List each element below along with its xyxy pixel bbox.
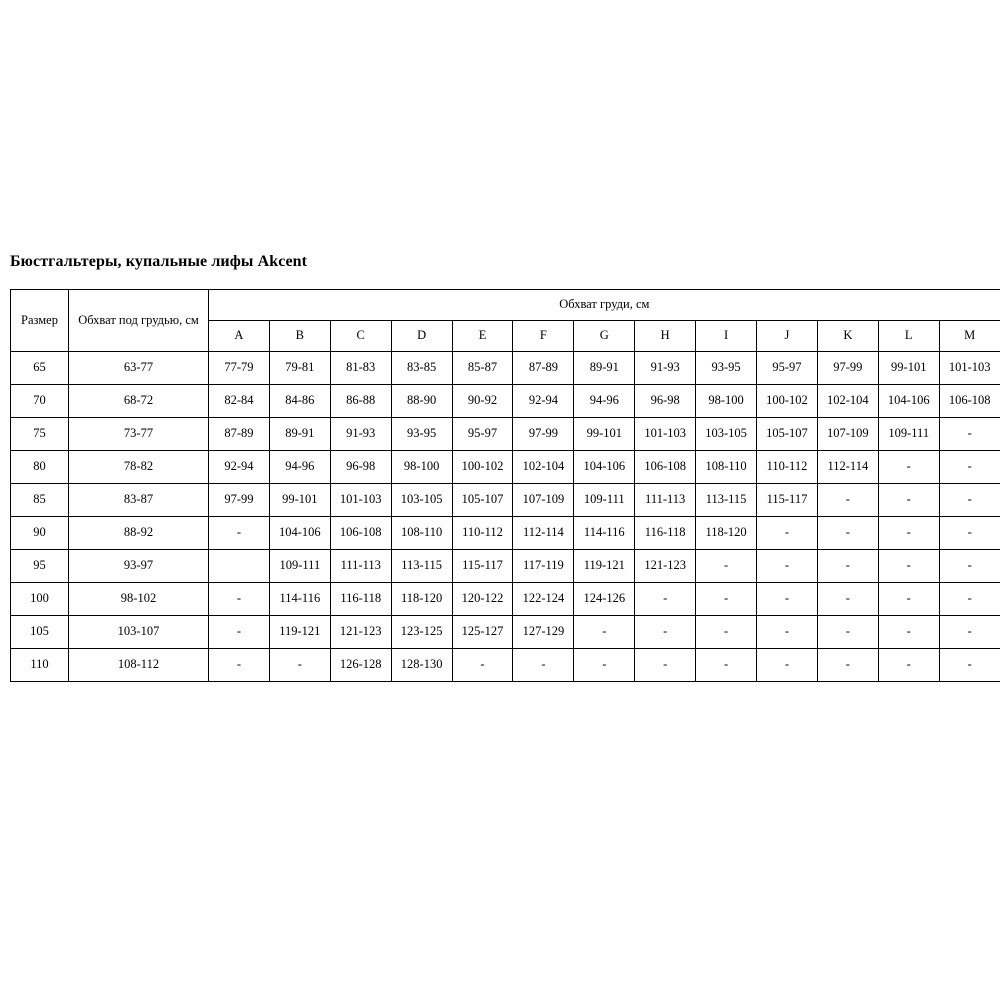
cell-bust-value: 83-85 — [391, 352, 452, 385]
cell-bust-value: 116-118 — [330, 583, 391, 616]
cell-bust-value: 104-106 — [878, 385, 939, 418]
cell-bust-value: 79-81 — [269, 352, 330, 385]
cell-size: 70 — [11, 385, 69, 418]
cell-bust-value: 89-91 — [574, 352, 635, 385]
cell-bust-value: - — [817, 550, 878, 583]
cell-bust-value: 114-116 — [574, 517, 635, 550]
column-header-cup: G — [574, 321, 635, 352]
cell-size: 95 — [11, 550, 69, 583]
cell-bust-value: - — [574, 616, 635, 649]
cell-bust-value: - — [757, 583, 818, 616]
cell-bust-value: 117-119 — [513, 550, 574, 583]
cell-bust-value: 106-108 — [635, 451, 696, 484]
cell-underbust: 73-77 — [69, 418, 209, 451]
cell-bust-value: - — [878, 451, 939, 484]
column-header-size: Размер — [11, 290, 69, 352]
cell-bust-value: 122-124 — [513, 583, 574, 616]
cell-bust-value: - — [817, 517, 878, 550]
table-row — [11, 451, 1000, 484]
cell-bust-value: - — [939, 649, 1000, 682]
cell-bust-value: - — [817, 484, 878, 517]
cell-bust-value: - — [635, 649, 696, 682]
cell-size: 110 — [11, 649, 69, 682]
cell-bust-value: 106-108 — [939, 385, 1000, 418]
cell-bust-value: 113-115 — [391, 550, 452, 583]
cell-bust-value: 96-98 — [330, 451, 391, 484]
cell-bust-value: 121-123 — [635, 550, 696, 583]
table-row — [11, 418, 1000, 451]
cell-bust-value: 118-120 — [696, 517, 757, 550]
table-row — [11, 550, 1000, 583]
cell-bust-value: - — [817, 583, 878, 616]
cell-bust-value: - — [696, 649, 757, 682]
cell-bust-value: 103-105 — [391, 484, 452, 517]
cell-bust-value: 109-111 — [269, 550, 330, 583]
cell-bust-value: - — [269, 649, 330, 682]
cell-bust-value: 107-109 — [817, 418, 878, 451]
cell-bust-value: 95-97 — [452, 418, 513, 451]
cell-bust-value: 87-89 — [513, 352, 574, 385]
cell-bust-value: 94-96 — [269, 451, 330, 484]
cell-bust-value: - — [817, 649, 878, 682]
cell-bust-value: 98-100 — [391, 451, 452, 484]
cell-bust-value: 87-89 — [209, 418, 270, 451]
cell-bust-value: 104-106 — [269, 517, 330, 550]
cell-bust-value: - — [939, 517, 1000, 550]
cell-bust-value: - — [878, 484, 939, 517]
page-title: Бюстгальтеры, купальные лифы Akcent — [10, 253, 308, 270]
cell-bust-value: - — [939, 484, 1000, 517]
cell-bust-value: - — [939, 550, 1000, 583]
cell-bust-value: 108-110 — [391, 517, 452, 550]
cell-bust-value: 115-117 — [452, 550, 513, 583]
cell-bust-value: 86-88 — [330, 385, 391, 418]
cell-bust-value: - — [635, 616, 696, 649]
cell-bust-value: 88-90 — [391, 385, 452, 418]
cell-bust-value: 100-102 — [757, 385, 818, 418]
cell-bust-value: 102-104 — [513, 451, 574, 484]
cell-bust-value: 112-114 — [817, 451, 878, 484]
table-row — [11, 517, 1000, 550]
cell-bust-value: - — [635, 583, 696, 616]
cell-bust-value: 77-79 — [209, 352, 270, 385]
cell-bust-value: 91-93 — [330, 418, 391, 451]
cell-bust-value: 103-105 — [696, 418, 757, 451]
table-row — [11, 583, 1000, 616]
cell-size: 65 — [11, 352, 69, 385]
column-header-cup: E — [452, 321, 513, 352]
cell-bust-value: 101-103 — [939, 352, 1000, 385]
column-header-cup: B — [269, 321, 330, 352]
cell-bust-value: 113-115 — [696, 484, 757, 517]
cell-bust-value: 99-101 — [878, 352, 939, 385]
cell-bust-value: 97-99 — [817, 352, 878, 385]
column-header-cup: A — [209, 321, 270, 352]
size-table-body — [11, 290, 1000, 682]
cell-bust-value: - — [878, 517, 939, 550]
cell-underbust: 88-92 — [69, 517, 209, 550]
column-header-cup: L — [878, 321, 939, 352]
cell-bust-value: 110-112 — [452, 517, 513, 550]
column-header-cup: J — [757, 321, 818, 352]
cell-bust-value: 120-122 — [452, 583, 513, 616]
cell-bust-value: 101-103 — [635, 418, 696, 451]
cell-bust-value: - — [878, 583, 939, 616]
cell-bust-value: 94-96 — [574, 385, 635, 418]
size-table — [10, 289, 1000, 682]
cell-bust-value: 119-121 — [574, 550, 635, 583]
cell-bust-value: - — [513, 649, 574, 682]
cell-bust-value: 109-111 — [574, 484, 635, 517]
cell-bust-value: - — [696, 550, 757, 583]
cell-bust-value: - — [939, 616, 1000, 649]
cell-bust-value: 92-94 — [513, 385, 574, 418]
cell-bust-value: - — [696, 616, 757, 649]
cell-size: 85 — [11, 484, 69, 517]
cell-bust-value: 112-114 — [513, 517, 574, 550]
cell-bust-value: 123-125 — [391, 616, 452, 649]
cell-bust-value: 98-100 — [696, 385, 757, 418]
cell-bust-value: - — [939, 418, 1000, 451]
size-table-container — [10, 289, 990, 682]
cell-bust-value: 115-117 — [757, 484, 818, 517]
cell-bust-value: 100-102 — [452, 451, 513, 484]
cell-bust-value: 128-130 — [391, 649, 452, 682]
cell-bust-value: 81-83 — [330, 352, 391, 385]
cell-bust-value: - — [817, 616, 878, 649]
cell-bust-value: 93-95 — [696, 352, 757, 385]
cell-bust-value: 90-92 — [452, 385, 513, 418]
cell-bust-value: - — [209, 517, 270, 550]
cell-bust-value: 119-121 — [269, 616, 330, 649]
cell-bust-value: 96-98 — [635, 385, 696, 418]
cell-bust-value: 97-99 — [209, 484, 270, 517]
cell-bust-value: 105-107 — [757, 418, 818, 451]
cell-bust-value: 110-112 — [757, 451, 818, 484]
cell-bust-value: - — [757, 616, 818, 649]
table-header-row-primary — [11, 290, 1000, 321]
cell-underbust: 83-87 — [69, 484, 209, 517]
cell-bust-value: 107-109 — [513, 484, 574, 517]
column-header-bust-group: Обхват груди, см — [209, 290, 1000, 321]
cell-bust-value: - — [878, 649, 939, 682]
column-header-cup: D — [391, 321, 452, 352]
cell-underbust: 63-77 — [69, 352, 209, 385]
cell-bust-value: 95-97 — [757, 352, 818, 385]
cell-bust-value: 99-101 — [574, 418, 635, 451]
cell-bust-value: 85-87 — [452, 352, 513, 385]
table-row — [11, 385, 1000, 418]
cell-bust-value: 124-126 — [574, 583, 635, 616]
table-row — [11, 484, 1000, 517]
cell-bust-value: - — [878, 616, 939, 649]
cell-bust-value: 125-127 — [452, 616, 513, 649]
cell-bust-value: - — [696, 583, 757, 616]
cell-bust-value: 91-93 — [635, 352, 696, 385]
cell-bust-value: 108-110 — [696, 451, 757, 484]
cell-bust-value: - — [878, 550, 939, 583]
cell-bust-value: - — [209, 583, 270, 616]
cell-size: 75 — [11, 418, 69, 451]
table-row — [11, 649, 1000, 682]
cell-bust-value: - — [209, 616, 270, 649]
cell-bust-value: - — [452, 649, 513, 682]
cell-bust-value: 127-129 — [513, 616, 574, 649]
cell-underbust: 103-107 — [69, 616, 209, 649]
cell-size: 100 — [11, 583, 69, 616]
column-header-underbust: Обхват под грудью, см — [69, 290, 209, 352]
column-header-cup: F — [513, 321, 574, 352]
cell-bust-value: 97-99 — [513, 418, 574, 451]
cell-underbust: 108-112 — [69, 649, 209, 682]
cell-bust-value: 121-123 — [330, 616, 391, 649]
cell-underbust: 68-72 — [69, 385, 209, 418]
column-header-cup: M — [939, 321, 1000, 352]
cell-size: 105 — [11, 616, 69, 649]
cell-bust-value: 109-111 — [878, 418, 939, 451]
cell-bust-value: 92-94 — [209, 451, 270, 484]
cell-bust-value: 118-120 — [391, 583, 452, 616]
cell-bust-value: 93-95 — [391, 418, 452, 451]
cell-bust-value: 89-91 — [269, 418, 330, 451]
cell-bust-value: - — [939, 451, 1000, 484]
cell-bust-value: 102-104 — [817, 385, 878, 418]
cell-bust-value: 111-113 — [330, 550, 391, 583]
cell-underbust: 78-82 — [69, 451, 209, 484]
cell-bust-value: 106-108 — [330, 517, 391, 550]
cell-bust-value — [209, 550, 270, 583]
cell-bust-value: 114-116 — [269, 583, 330, 616]
table-row — [11, 616, 1000, 649]
cell-bust-value: 82-84 — [209, 385, 270, 418]
cell-bust-value: 111-113 — [635, 484, 696, 517]
cell-underbust: 93-97 — [69, 550, 209, 583]
column-header-cup: K — [817, 321, 878, 352]
cell-bust-value: 105-107 — [452, 484, 513, 517]
cell-size: 80 — [11, 451, 69, 484]
cell-bust-value: 104-106 — [574, 451, 635, 484]
table-row — [11, 352, 1000, 385]
cell-bust-value: - — [757, 517, 818, 550]
column-header-cup: H — [635, 321, 696, 352]
cell-bust-value: - — [757, 649, 818, 682]
cell-size: 90 — [11, 517, 69, 550]
column-header-cup: I — [696, 321, 757, 352]
cell-bust-value: - — [209, 649, 270, 682]
cell-bust-value: - — [757, 550, 818, 583]
cell-underbust: 98-102 — [69, 583, 209, 616]
cell-bust-value: 101-103 — [330, 484, 391, 517]
column-header-cup: C — [330, 321, 391, 352]
cell-bust-value: 84-86 — [269, 385, 330, 418]
cell-bust-value: - — [574, 649, 635, 682]
cell-bust-value: - — [939, 583, 1000, 616]
cell-bust-value: 99-101 — [269, 484, 330, 517]
cell-bust-value: 116-118 — [635, 517, 696, 550]
cell-bust-value: 126-128 — [330, 649, 391, 682]
